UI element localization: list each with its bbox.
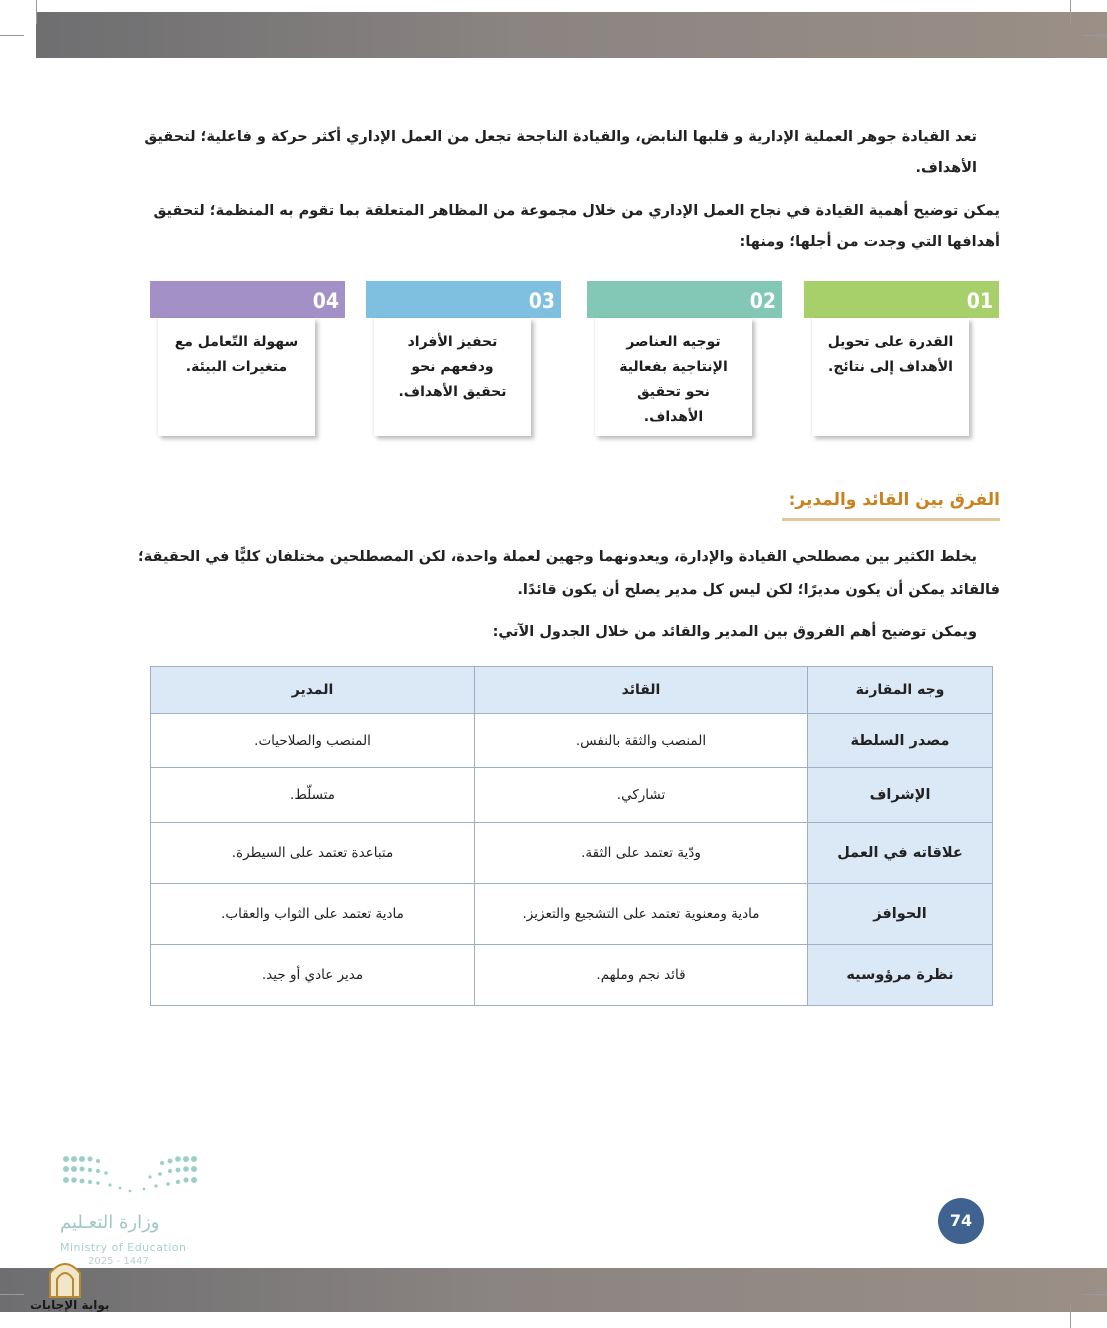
crop-mark [0, 35, 24, 36]
crop-mark [1083, 1294, 1107, 1295]
leader-cell: ودّية تعتمد على الثقة. [475, 823, 808, 884]
ministry-name-arabic: وزارة التعـليم [60, 1212, 160, 1233]
row-label: مصدر السلطة [808, 714, 993, 768]
table-row [151, 945, 993, 1006]
leader-cell: قائد نجم وملهم. [475, 945, 808, 1006]
row-label: نظرة مرؤوسيه [808, 945, 993, 1006]
manager-cell: متباعدة تعتمد على السيطرة. [151, 823, 475, 884]
comparison-table [150, 666, 993, 1006]
card-number: 04 [150, 281, 345, 318]
row-label: الإشراف [808, 768, 993, 823]
table-header-row [151, 667, 993, 714]
page-number: 74 [938, 1198, 984, 1244]
leader-cell: المنصب والثقة بالنفس. [475, 714, 808, 768]
bottom-banner [0, 1268, 1107, 1312]
table-row [151, 884, 993, 945]
card-number: 02 [587, 281, 782, 318]
importance-cards [150, 281, 999, 446]
section-heading [780, 490, 1000, 510]
card-text: القدرة على تحويل الأهداف إلى نتائج. [812, 318, 969, 436]
heading-underline [782, 518, 1000, 521]
card-text: سهولة التّعامل مع متغيرات البيئة. [158, 318, 315, 436]
table-row [151, 823, 993, 884]
leader-cell: تشاركي. [475, 768, 808, 823]
ministry-year: 2025 - 1447 [88, 1256, 149, 1267]
row-label: الحوافز [808, 884, 993, 945]
card-number: 03 [366, 281, 561, 318]
manager-cell: مادية تعتمد على الثواب والعقاب. [151, 884, 475, 945]
card-02 [587, 281, 782, 441]
card-text: تحفيز الأفراد ودفعهم نحو تحقيق الأهداف. [374, 318, 531, 436]
crop-mark [0, 1294, 24, 1295]
leader-cell: مادية ومعنوية تعتمد على التشجيع والتعزيز. [475, 884, 808, 945]
intro-paragraph-2: يمكن توضيح أهمية القيادة في نجاح العمل الإداري من خلال مجموعة من المظاهر المتعلقة بما تقوم به المنظمة؛ لتحقيق أهدافها التي وجدت من أجلها؛ ومنها: [153, 203, 1000, 250]
card-03 [366, 281, 561, 441]
card-04 [150, 281, 345, 441]
table-intro: ويمكن توضيح أهم الفروق بين المدير والقائد من خلال الجدول الآتي: [492, 624, 977, 640]
header-cell: وجه المقارنة [808, 667, 993, 714]
crop-mark [1070, 0, 1071, 24]
watermark-text: بوابة الإجابات [30, 1298, 110, 1312]
card-01 [804, 281, 999, 441]
card-number: 01 [804, 281, 999, 318]
manager-cell: مدير عادي أو جيد. [151, 945, 475, 1006]
table-row [151, 768, 993, 823]
row-label: علاقاته في العمل [808, 823, 993, 884]
body-paragraph-line2: فالقائد يمكن أن يكون مديرًا؛ لكن ليس كل مدير يصلح أن يكون قائدًا. [517, 582, 1000, 598]
section-heading-text: الفرق بين القائد والمدير: [788, 490, 1000, 510]
watermark-logo-icon [46, 1255, 84, 1299]
manager-cell: المنصب والصلاحيات. [151, 714, 475, 768]
crop-mark [1083, 35, 1107, 36]
ministry-name-english: Ministry of Education [60, 1241, 187, 1254]
top-banner [36, 12, 1107, 58]
body-paragraph-line1: يخلط الكثير بين مصطلحي القيادة والإدارة، ويعدونهما وجهين لعملة واحدة، لكن المصطلحين مختلفان كليًّا في الحقيقة؛ [137, 549, 977, 565]
table-row [151, 714, 993, 768]
header-cell: المدير [151, 667, 475, 714]
crop-mark [1070, 1304, 1071, 1328]
ministry-logo-icon [62, 1155, 198, 1199]
intro-paragraph-1: تعد القيادة جوهر العملية الإدارية و قلبها النابض، والقيادة الناجحة تجعل من العمل الإداري أكثر حركة و فاعلية؛ لتحقيق الأهداف. [144, 129, 977, 176]
manager-cell: متسلّط. [151, 768, 475, 823]
card-text: توجيه العناصر الإنتاجية بفعالية نحو تحقيق الأهداف. [595, 318, 752, 436]
crop-mark [36, 0, 37, 24]
header-cell: القائد [475, 667, 808, 714]
